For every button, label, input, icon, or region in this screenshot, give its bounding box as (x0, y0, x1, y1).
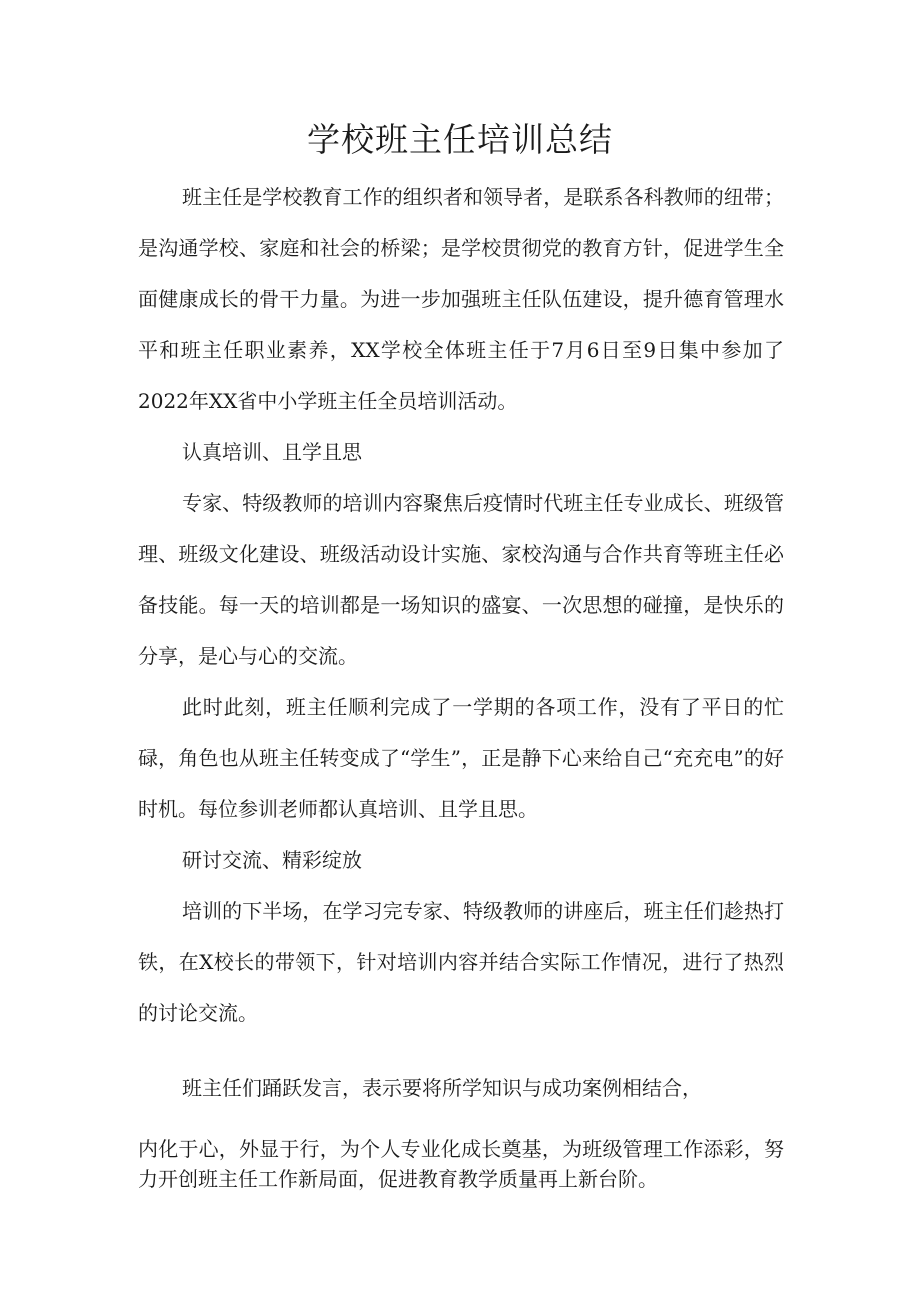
paragraph-reflection: 此时此刻，班主任顺利完成了一学期的各项工作，没有了平日的忙碌，角色也从班主任转变成了“学生”，正是静下心来给自己“充充电”的好时机。每位参训老师都认真培训、且学且思。 (138, 695, 784, 821)
section-heading-1: 认真培训、且学且思 (182, 440, 362, 464)
document-body (138, 172, 784, 1194)
paragraph-conclusion: 内化于心，外显于行，为个人专业化成长奠基，为班级管理工作添彩，努力开创班主任工作新局面，促进教育教学质量再上新台阶。 (138, 1137, 784, 1191)
paragraph-speech: 班主任们踊跃发言，表示要将所学知识与成功案例相结合， (182, 1076, 702, 1100)
paragraph-training-content: 专家、特级教师的培训内容聚焦后疫情时代班主任专业成长、班级管理、班级文化建设、班级活动设计实施、家校沟通与合作共育等班主任必备技能。每一天的培训都是一场知识的盛宴、一次思想的碰撞，是快乐的分享，是心与心的交流。 (138, 491, 784, 668)
paragraph-discussion: 培训的下半场，在学习完专家、特级教师的讲座后，班主任们趁热打铁，在X校长的带领下，针对培训内容并结合实际工作情况，进行了热烈的讨论交流。 (138, 899, 784, 1025)
section-heading-2: 研讨交流、精彩绽放 (182, 848, 362, 872)
paragraph-intro: 班主任是学校教育工作的组织者和领导者，是联系各科教师的纽带；是沟通学校、家庭和社会的桥梁；是学校贯彻党的教育方针，促进学生全面健康成长的骨干力量。为进一步加强班主任队伍建设，提升德育管理水平和班主任职业素养，XX学校全体班主任于7月6日至9日集中参加了2022年XX省中小学班主任全员培训活动。 (138, 185, 784, 413)
document-title: 学校班主任培训总结 (307, 120, 613, 159)
